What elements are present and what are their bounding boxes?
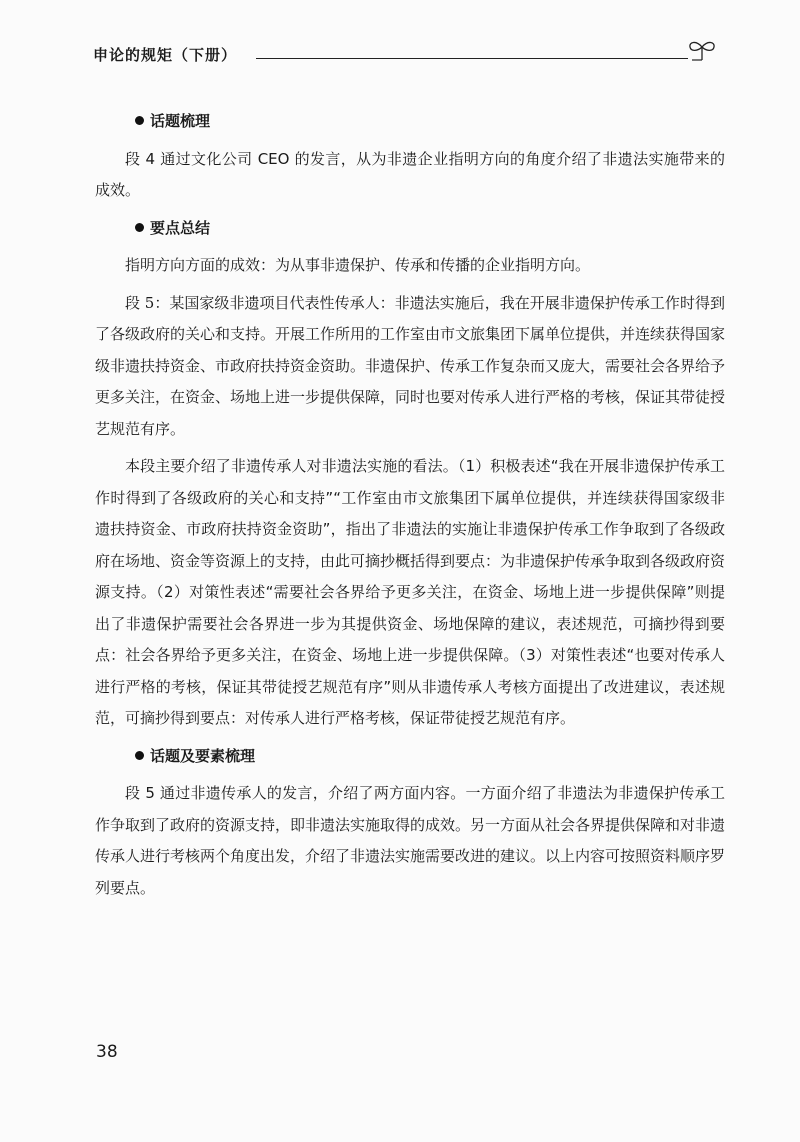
running-header: [93, 40, 718, 70]
bullet-icon: [135, 116, 144, 125]
section-heading-summary: [95, 213, 725, 245]
section-heading-topic: [95, 106, 725, 138]
header-rule: [256, 58, 688, 59]
heading-text: 话题梳理: [150, 112, 211, 130]
paragraph-analysis: 本段主要介绍了非遗传承人对非遗法实施的看法。（1）积极表述“我在开展非遗保护传承工作时得到了各级政府的关心和支持”“工作室由市文旅集团下属单位提供，并连续获得国家级非遗扶持资金、市政府扶持资金资助”，指出了非遗法的实施让非遗保护传承工作争取到了各级政府在场地、资金等资源上的支持，由此可摘抄概括得到要点：为非遗保护传承争取到各级政府资源支持。（2）对策性表述“需要社会各界给予更多关注，在资金、场地上进一步提供保障”则提出了非遗保护需要社会各界进一步为其提供资金、场地保障的建议，表述规范，可摘抄得到要点：社会各界给予更多关注，在资金、场地上进一步提供保障。（3）对策性表述“也要对传承人进行严格的考核，保证其带徒授艺规范有序”则从非遗传承人考核方面提出了改进建议，表述规范，可摘抄得到要点：对传承人进行严格考核，保证带徒授艺规范有序。: [95, 457, 726, 727]
bullet-icon: [135, 751, 144, 760]
heading-text: 话题及要素梳理: [150, 746, 256, 765]
heading-text: 要点总结: [150, 218, 211, 237]
sprout-icon: [686, 38, 718, 62]
page-number: 38: [96, 1042, 118, 1062]
paragraph-topic-elements: 段 5 通过非遗传承人的发言，介绍了两方面内容。一方面介绍了非遗法为非遗保护传承工作争取到了政府的资源支持，即非遗法实施取得的成效。另一方面从社会各界提供保障和对非遗传承人进行考核两个角度出发，介绍了非遗法实施需要改进的建议。以上内容可按照资料顺序罗列要点。: [95, 784, 726, 897]
section-heading-topic-elements: [95, 741, 725, 773]
bullet-icon: [135, 223, 144, 232]
paragraph-topic: 段 4 通过文化公司 CEO 的发言，从为非遗企业指明方向的角度介绍了非遗法实施带来的成效。: [95, 149, 725, 199]
header-title: 申论的规矩（下册）: [93, 46, 238, 64]
main-content: [95, 106, 725, 904]
paragraph-material-5: 段 5：某国家级非遗项目代表性传承人：非遗法实施后，我在开展非遗保护传承工作时得到了各级政府的关心和支持。开展工作所用的工作室由市文旅集团下属单位提供，并连续获得国家级非遗扶持资金、市政府扶持资金资助。非遗保护、传承工作复杂而又庞大，需要社会各界给予更多关注，在资金、场地上进一步提供保障，同时也要对传承人进行严格的考核，保证其带徒授艺规范有序。: [95, 293, 726, 438]
paragraph-summary: 指明方向方面的成效：为从事非遗保护、传承和传播的企业指明方向。: [125, 256, 591, 274]
